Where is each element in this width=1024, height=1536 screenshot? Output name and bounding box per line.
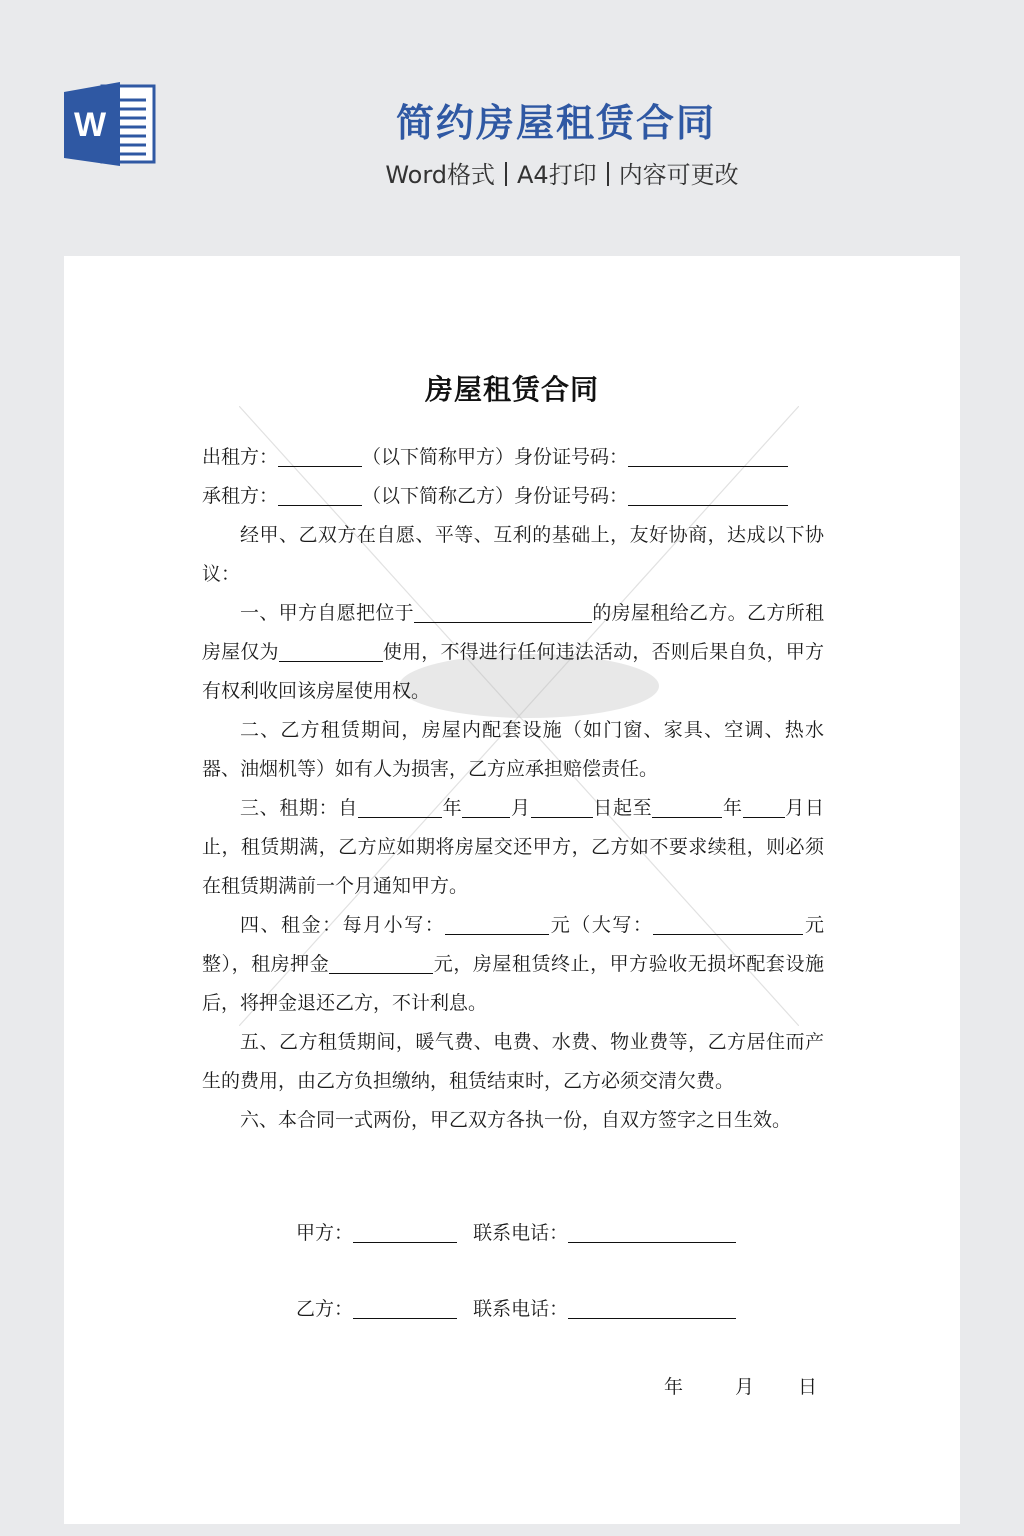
start-day-blank [531,795,593,818]
clause-4-text-c: 元整），租房押金 [202,914,824,975]
word-icon-letter: W [73,106,107,144]
lessee-name-blank [278,483,362,506]
deposit-blank [329,951,433,974]
clause-1-text-b: 的房屋租给乙方。乙方所租房屋仅为 [202,602,824,663]
subtitle-divider [607,162,609,186]
clause-3-text-b: 日止，租赁期满，乙方应如期将房屋交还甲方，乙方如不要求续租，则必须在租赁期满前一个月通知甲方。 [202,797,824,897]
subtitle-format: Word格式 [385,161,495,189]
party-a-signature-blank [353,1220,457,1243]
clause-3-month: 月 [510,797,531,819]
date-month: 月 [735,1376,755,1398]
party-a-label: 甲方： [296,1222,354,1244]
clause-4-text-a: 四、租金：每月小写： [240,914,446,936]
clause-4-text-b: 元（大写： [549,914,654,936]
end-month-blank [743,795,785,818]
party-b-phone-label: 联系电话： [473,1298,569,1320]
clause-4-text-d: 元，房屋租赁终止，甲方验收无损坏配套设施后，将押金退还乙方，不计利息。 [202,953,824,1014]
party-b-label: 乙方： [296,1298,354,1320]
subtitle-divider [505,162,507,186]
clause-3-month-2: 月 [784,797,805,819]
date-day: 日 [798,1376,818,1398]
start-month-blank [462,795,510,818]
party-b-signature-blank [353,1296,457,1319]
document-page [64,256,960,1524]
clause-1 [202,594,824,711]
party-b-signature-line [296,1294,736,1321]
subtitle-editable: 内容可更改 [618,161,739,189]
start-year-blank [358,795,442,818]
party-a-phone-label: 联系电话： [473,1222,569,1244]
subtitle-print: A4打印 [517,161,597,189]
lessor-short-text: （以下简称甲方）身份证号码： [362,446,629,468]
clause-6: 六、本合同一式两份，甲乙双方各执一份，自双方签字之日生效。 [240,1109,792,1131]
party-a-phone-blank [568,1220,736,1243]
clause-4 [202,906,824,1023]
clause-3-text-a: 三、租期：自 [240,797,358,819]
clause-1-text-a: 一、甲方自愿把位于 [240,602,414,624]
clause-3-year-2: 年 [722,797,743,819]
document-title: 房屋租赁合同 [424,373,599,406]
lessor-id-blank [628,444,788,467]
date-year: 年 [664,1376,684,1398]
property-location-blank [414,600,592,623]
lessor-line [202,438,824,477]
rent-numeric-blank [445,912,549,935]
lessee-label: 承租方： [202,485,279,507]
clause-3-day-to: 日起至 [592,797,653,819]
lessor-label: 出租方： [202,446,279,468]
clause-2: 二、乙方租赁期间，房屋内配套设施（如门窗、家具、空调、热水器、油烟机等）如有人为损害，乙方应承担赔偿责任。 [202,719,824,780]
rent-written-blank [653,912,803,935]
end-year-blank [652,795,722,818]
contract-body [202,438,824,1140]
party-a-signature-line [296,1218,736,1245]
lessee-id-blank [628,483,788,506]
clause-3 [202,789,824,906]
lessee-short-text: （以下简称乙方）身份证号码： [362,485,629,507]
clause-1-text-c: 使用，不得进行任何违法活动，否则后果自负，甲方有权利收回该房屋使用权。 [202,641,824,702]
lessor-name-blank [278,444,362,467]
clause-3-year: 年 [441,797,463,819]
page-title: 简约房屋租赁合同 [395,101,716,145]
page-subtitle [0,155,1024,190]
property-use-blank [279,639,383,662]
intro-paragraph: 经甲、乙双方在自愿、平等、互利的基础上，友好协商，达成以下协议： [202,524,824,585]
lessee-line [202,477,824,516]
party-b-phone-blank [568,1296,736,1319]
clause-5: 五、乙方租赁期间，暖气费、电费、水费、物业费等，乙方居住而产生的费用，由乙方负担缴纳，租赁结束时，乙方必须交清欠费。 [202,1031,824,1092]
signing-date [664,1372,817,1399]
